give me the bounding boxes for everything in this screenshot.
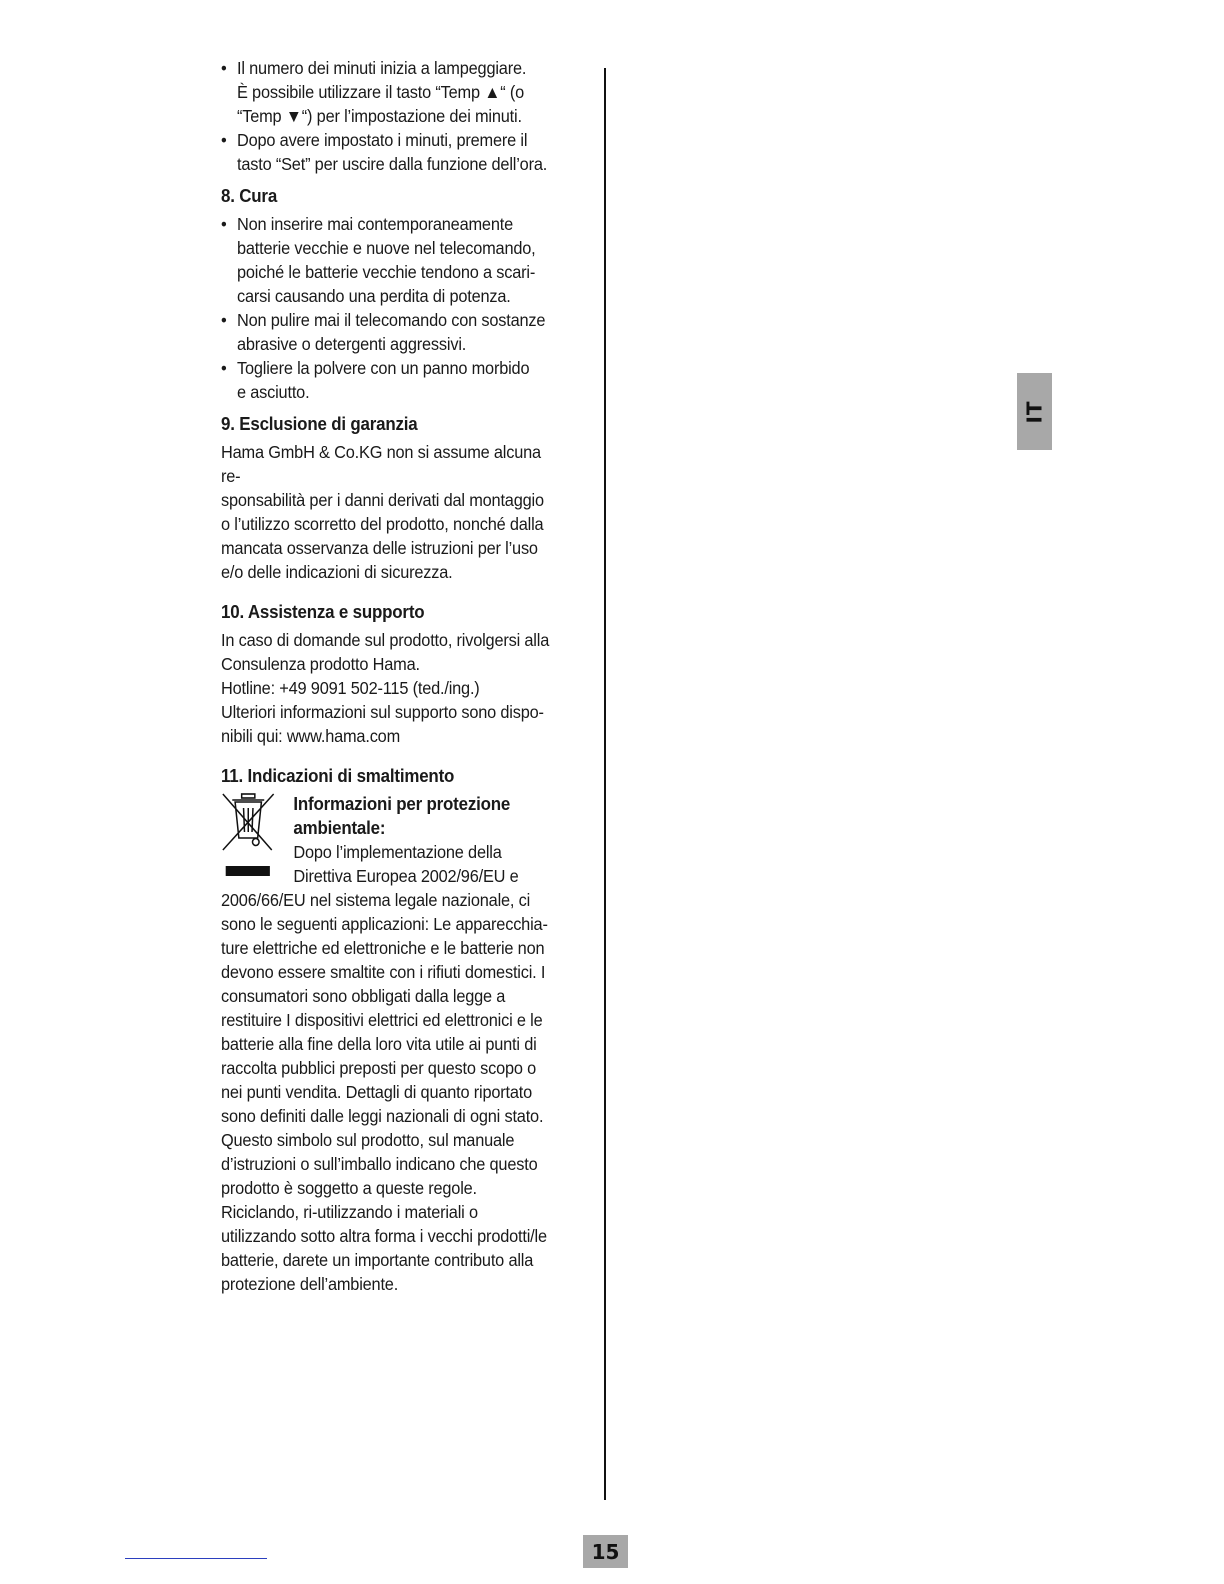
section-heading: 8. Cura: [221, 186, 278, 206]
disposal-subheading: Informazioni per protezione ambientale: Dopo l’implementazione della Direttiva Europea 2002/96/EU e: [293, 794, 519, 886]
intro-bullet-list: [221, 56, 559, 176]
list-item: • Dopo avere impostato i minuti, premere il tasto “Set” per uscire dalla funzione dell’ora.: [221, 128, 559, 176]
list-item: • Non pulire mai il telecomando con sostanze abrasive o detergenti aggressivi.: [221, 308, 559, 356]
section-heading: 10. Assistenza e supporto: [221, 602, 425, 622]
cura-bullet-list: [221, 212, 559, 404]
list-item: • Non inserire mai contemporaneamente batterie vecchie e nuove nel telecomando, poiché le batterie vecchie tendono a scari- carsi causando una perdita di potenza.: [221, 212, 559, 308]
page-number: 15: [583, 1535, 628, 1568]
section-heading: 11. Indicazioni di smaltimento: [221, 766, 455, 786]
weee-crossed-bin-icon: [221, 792, 276, 882]
main-text-column: [221, 56, 559, 1296]
paragraph: 2006/66/EU nel sistema legale nazionale, ci sono le seguenti applicazioni: Le apparecchia- ture elettriche ed elettroniche e le batterie non devono essere smaltite con i rifiuti domestici. I consumatori sono obbligati dalla legge a restituire I dispositivi elettrici ed elettronici e le batterie alla fine della loro vita utile ai punti di raccolta pubblici preposti per questo scopo o nei punti vendita. Dettagli di quanto riportato sono definiti dalle leggi nazionali di ogni stato. Questo simbolo sul prodotto, sul manuale d’istruzioni o sull’imballo indicano che questo prodotto è soggetto a queste regole. Riciclando, ri-utilizzando i materiali o utilizzando sotto altra forma i vecchi prodotti/le batterie, darete un importante contributo alla protezione dell’ambiente.: [221, 890, 548, 1294]
paragraph: Hama GmbH & Co.KG non si assume alcuna re- sponsabilità per i danni derivati dal montaggio o l’utilizzo scorretto del prodotto, nonché dalla mancata osservanza delle istruzioni per l’uso e/o delle indicazioni di sicurezza.: [221, 442, 544, 582]
section-smaltimento: [221, 764, 559, 1296]
list-item: • Il numero dei minuti inizia a lampeggiare. È possibile utilizzare il tasto “Temp ▲“ (o “Temp ▼“) per l’impostazione dei minuti.: [221, 56, 559, 128]
column-divider: [604, 68, 606, 1500]
section-garanzia: [221, 412, 559, 584]
section-cura: [221, 184, 559, 404]
language-tab: IT: [1017, 373, 1052, 450]
paragraph: In caso di domande sul prodotto, rivolgersi alla Consulenza prodotto Hama. Hotline: +49 9091 502-115 (ted./ing.) Ulteriori informazioni sul supporto sono dispo- nibili qui: www.hama.com: [221, 630, 550, 746]
footer-rule: [125, 1558, 267, 1559]
section-assistenza: [221, 600, 559, 748]
section-heading: 9. Esclusione di garanzia: [221, 414, 418, 434]
disposal-block: [221, 792, 559, 1296]
list-item: • Togliere la polvere con un panno morbido e asciutto.: [221, 356, 559, 404]
